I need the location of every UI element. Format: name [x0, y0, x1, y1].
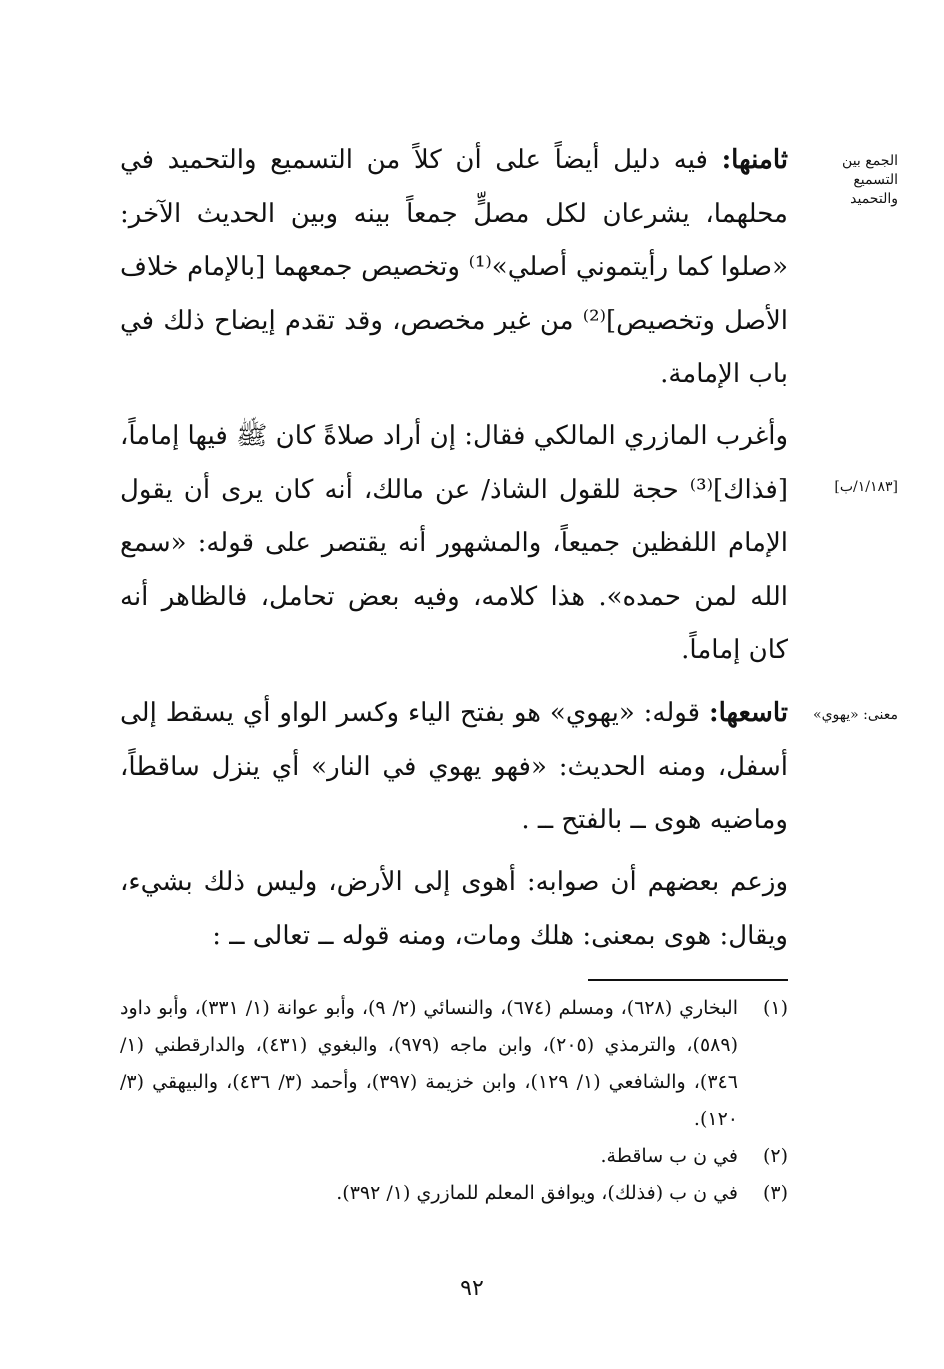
- footnote-1: [120, 990, 788, 1138]
- paragraph-text: وأغرب المازري المالكي فقال: إن أراد صلاةً كان ﷺ فيها إماماً، [فذاك]⁽³⁾ حجة للقول الشاذ/ عن مالك، أنه كان يرى أن يقول الإمام اللفظين جميعاً، والمشهور أنه يقتصر على قوله: «سمع الله لمن حمده». هذا كلامه، وفيه بعض تحامل، فالظاهر أنه كان إماماً.: [119, 421, 788, 665]
- margin-note-yahwi: [798, 706, 898, 725]
- paragraph-eighth: [120, 134, 788, 402]
- margin-note-line: التسميع: [853, 172, 898, 188]
- footnote-3: [120, 1175, 788, 1212]
- margin-note-combining: [798, 152, 898, 209]
- footnote-number: (١): [762, 997, 788, 1019]
- paragraph-maziri: [120, 410, 788, 678]
- margin-note-line: الجمع بين: [842, 153, 898, 169]
- footnote-number: (٣): [762, 1182, 788, 1204]
- footnote-text: في ن ب (فذلك)، ويوافق المعلم للمازري (١/ ٣٩٢).: [336, 1182, 738, 1204]
- footnotes: [120, 990, 788, 1212]
- margin-note-folio: [798, 478, 898, 497]
- footnote-divider: [588, 979, 788, 981]
- page-number: ٩٢: [460, 1276, 484, 1301]
- margin-note-line: والتحميد: [850, 191, 898, 207]
- footnote-text: في ن ب ساقطة.: [600, 1145, 738, 1167]
- paragraph-ninth: [120, 687, 788, 848]
- paragraph-text: قوله: «يهوي» هو بفتح الياء وكسر الواو أي يسقط إلى أسفل، ومنه الحديث: «فهو يهوي في النار» أي ينزل ساقطاً، وماضيه هوى ــ بالفتح ــ .: [120, 698, 788, 835]
- paragraph-lead: تاسعها:: [709, 698, 788, 728]
- paragraph-text: وزعم بعضهم أن صوابه: أهوى إلى الأرض، وليس ذلك بشيء، ويقال: هوى بمعنى: هلك ومات، ومنه قوله ــ تعالى ــ :: [120, 867, 788, 951]
- footnote-text: البخاري (٦٢٨)، ومسلم (٦٧٤)، والنسائي (٢/ ٩)، وأبو عوانة (١/ ٣٣١)، وأبو داود (٥٨٩)، والترمذي (٢٠٥)، وابن ماجه (٩٧٩)، والبغوي (٤٣١)، والدارقطني (١/ ٣٤٦)، والشافعي (١/ ١٢٩)، وابن خزيمة (٣٩٧)، وأحمد (٣/ ٤٣٦)، والبيهقي (٣/ ١٢٠).: [120, 997, 738, 1130]
- paragraph-text: فيه دليل أيضاً على أن كلاً من التسميع والتحميد في محلهما، يشرعان لكل مصلٍّ جمعاً بينه وبين الحديث الآخر: «صلوا كما رأيتموني أصلي»⁽¹⁾ وتخصيص جمعهما [بالإمام خلاف الأصل وتخصيص]⁽²⁾ من غير مخصص، وقد تقدم إيضاح ذلك في باب الإمامة.: [120, 145, 789, 389]
- margin-note-line: [١/١٨٣/ب]: [834, 479, 898, 495]
- margin-note-line: معنى: «يهوي»: [813, 707, 898, 723]
- paragraph-lead: ثامنها:: [721, 145, 788, 175]
- footnote-number: (٢): [762, 1145, 788, 1167]
- footnote-2: [120, 1138, 788, 1175]
- paragraph-claim: [120, 856, 788, 963]
